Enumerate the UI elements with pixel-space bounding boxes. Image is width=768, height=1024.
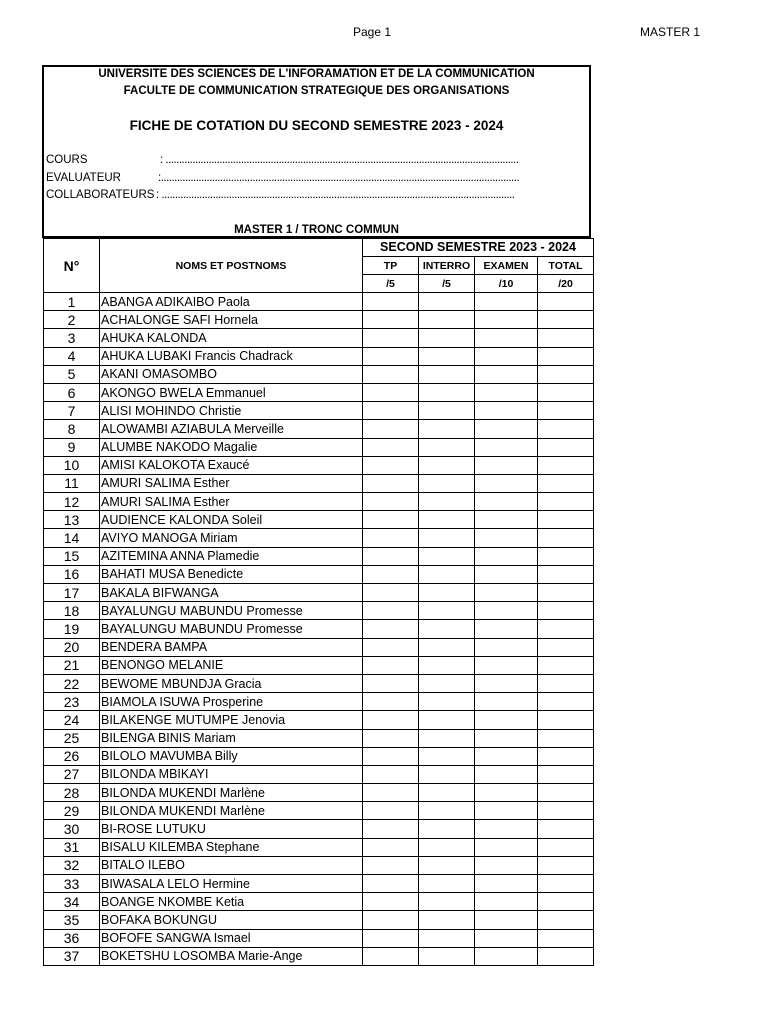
- score-cell-tp[interactable]: [363, 383, 419, 401]
- score-cell-examen[interactable]: [475, 584, 538, 602]
- score-cell-interro[interactable]: [419, 893, 475, 911]
- score-cell-total[interactable]: [538, 838, 594, 856]
- score-cell-total[interactable]: [538, 729, 594, 747]
- score-cell-interro[interactable]: [419, 420, 475, 438]
- student-name: BAHATI MUSA Benedicte: [100, 565, 363, 583]
- score-cell-interro[interactable]: [419, 820, 475, 838]
- score-cell-examen[interactable]: [475, 529, 538, 547]
- field-cours: [46, 154, 519, 166]
- table-row: [44, 802, 594, 820]
- table-row: [44, 784, 594, 802]
- score-cell-tp[interactable]: [363, 820, 419, 838]
- student-name: BEWOME MBUNDJA Gracia: [100, 674, 363, 692]
- student-number: 26: [44, 747, 100, 765]
- score-cell-total[interactable]: [538, 493, 594, 511]
- score-cell-tp[interactable]: [363, 402, 419, 420]
- table-header-row: [44, 239, 594, 257]
- score-cell-examen[interactable]: [475, 456, 538, 474]
- score-cell-interro[interactable]: [419, 456, 475, 474]
- score-cell-total[interactable]: [538, 911, 594, 929]
- score-cell-total[interactable]: [538, 929, 594, 947]
- field-label: COURS: [46, 154, 88, 166]
- semester-header: SECOND SEMESTRE 2023 - 2024: [363, 239, 594, 257]
- student-name: AMISI KALOKOTA Exaucé: [100, 456, 363, 474]
- student-number: 30: [44, 820, 100, 838]
- score-cell-tp[interactable]: [363, 329, 419, 347]
- score-cell-total[interactable]: [538, 420, 594, 438]
- score-cell-total[interactable]: [538, 293, 594, 311]
- score-cell-examen[interactable]: [475, 875, 538, 893]
- score-cell-total[interactable]: [538, 329, 594, 347]
- score-cell-total[interactable]: [538, 438, 594, 456]
- score-cell-tp[interactable]: [363, 838, 419, 856]
- student-name: BILENGA BINIS Mariam: [100, 729, 363, 747]
- score-cell-interro[interactable]: [419, 511, 475, 529]
- score-cell-tp[interactable]: [363, 347, 419, 365]
- score-cell-tp[interactable]: [363, 420, 419, 438]
- score-cell-total[interactable]: [538, 784, 594, 802]
- field-label: EVALUATEUR: [46, 172, 121, 184]
- score-cell-interro[interactable]: [419, 856, 475, 874]
- score-cell-interro[interactable]: [419, 311, 475, 329]
- student-number: 12: [44, 493, 100, 511]
- score-cell-interro[interactable]: [419, 347, 475, 365]
- score-cell-examen[interactable]: [475, 765, 538, 783]
- score-cell-examen[interactable]: [475, 674, 538, 692]
- table-row: [44, 438, 594, 456]
- table-row: [44, 711, 594, 729]
- score-cell-tp[interactable]: [363, 474, 419, 492]
- score-cell-examen[interactable]: [475, 711, 538, 729]
- score-cell-tp[interactable]: [363, 365, 419, 383]
- field-dotted-line: : ...................................................................................................................................: [160, 154, 519, 166]
- student-name: BI-ROSE LUTUKU: [100, 820, 363, 838]
- table-row: [44, 365, 594, 383]
- column-header-total: TOTAL: [538, 257, 594, 275]
- student-name: AUDIENCE KALONDA Soleil: [100, 511, 363, 529]
- score-cell-total[interactable]: [538, 875, 594, 893]
- score-cell-examen[interactable]: [475, 493, 538, 511]
- score-cell-total[interactable]: [538, 347, 594, 365]
- score-cell-tp[interactable]: [363, 565, 419, 583]
- score-cell-interro[interactable]: [419, 711, 475, 729]
- score-cell-interro[interactable]: [419, 383, 475, 401]
- student-number: 16: [44, 565, 100, 583]
- score-cell-interro[interactable]: [419, 474, 475, 492]
- score-cell-examen[interactable]: [475, 602, 538, 620]
- table-row: [44, 565, 594, 583]
- student-name: ABANGA ADIKAIBO Paola: [100, 293, 363, 311]
- score-cell-interro[interactable]: [419, 729, 475, 747]
- score-cell-examen[interactable]: [475, 293, 538, 311]
- score-cell-tp[interactable]: [363, 875, 419, 893]
- student-name: BOFOFE SANGWA Ismael: [100, 929, 363, 947]
- score-cell-examen[interactable]: [475, 656, 538, 674]
- grades-table: [43, 238, 594, 966]
- score-cell-total[interactable]: [538, 820, 594, 838]
- student-name: BITALO ILEBO: [100, 856, 363, 874]
- student-number: 18: [44, 602, 100, 620]
- student-name: ALOWAMBI AZIABULA Merveille: [100, 420, 363, 438]
- score-cell-total[interactable]: [538, 747, 594, 765]
- score-cell-total[interactable]: [538, 365, 594, 383]
- student-number: 25: [44, 729, 100, 747]
- student-number: 10: [44, 456, 100, 474]
- score-cell-tp[interactable]: [363, 602, 419, 620]
- score-cell-total[interactable]: [538, 402, 594, 420]
- student-number: 1: [44, 293, 100, 311]
- field-evaluateur: [46, 172, 520, 184]
- student-name: BILOLO MAVUMBA Billy: [100, 747, 363, 765]
- score-cell-tp[interactable]: [363, 674, 419, 692]
- score-cell-interro[interactable]: [419, 547, 475, 565]
- score-cell-interro[interactable]: [419, 293, 475, 311]
- score-cell-interro[interactable]: [419, 784, 475, 802]
- university-name: UNIVERSITE DES SCIENCES DE L'INFORAMATION ET DE LA COMMUNICATION: [98, 68, 535, 80]
- student-number: 11: [44, 474, 100, 492]
- student-name: BILAKENGE MUTUMPE Jenovia: [100, 711, 363, 729]
- class-level: MASTER 1 / TRONC COMMUN: [234, 224, 399, 236]
- table-row: [44, 947, 594, 965]
- student-name: BENONGO MELANIE: [100, 656, 363, 674]
- table-row: [44, 838, 594, 856]
- student-name: AMURI SALIMA Esther: [100, 493, 363, 511]
- score-cell-total[interactable]: [538, 856, 594, 874]
- score-cell-total[interactable]: [538, 711, 594, 729]
- score-cell-examen[interactable]: [475, 784, 538, 802]
- score-cell-interro[interactable]: [419, 565, 475, 583]
- table-row: [44, 511, 594, 529]
- max-score-total: /20: [538, 275, 594, 293]
- student-name: BAKALA BIFWANGA: [100, 584, 363, 602]
- score-cell-tp[interactable]: [363, 529, 419, 547]
- score-cell-total[interactable]: [538, 584, 594, 602]
- student-number: 29: [44, 802, 100, 820]
- table-row: [44, 911, 594, 929]
- table-row: [44, 638, 594, 656]
- student-number: 9: [44, 438, 100, 456]
- column-header-tp: TP: [363, 257, 419, 275]
- table-row: [44, 693, 594, 711]
- score-cell-tp[interactable]: [363, 856, 419, 874]
- student-name: ALISI MOHINDO Christie: [100, 402, 363, 420]
- score-cell-tp[interactable]: [363, 656, 419, 674]
- page-number: Page 1: [353, 25, 392, 39]
- student-number: 31: [44, 838, 100, 856]
- max-score-examen: /10: [475, 275, 538, 293]
- score-cell-tp[interactable]: [363, 584, 419, 602]
- score-cell-total[interactable]: [538, 311, 594, 329]
- table-row: [44, 347, 594, 365]
- score-cell-tp[interactable]: [363, 438, 419, 456]
- student-number: 23: [44, 693, 100, 711]
- table-row: [44, 656, 594, 674]
- student-number: 27: [44, 765, 100, 783]
- student-name: BAYALUNGU MABUNDU Promesse: [100, 602, 363, 620]
- student-name: ALUMBE NAKODO Magalie: [100, 438, 363, 456]
- table-row: [44, 474, 594, 492]
- student-number: 6: [44, 383, 100, 401]
- student-number: 28: [44, 784, 100, 802]
- score-cell-total[interactable]: [538, 947, 594, 965]
- student-name: BIWASALA LELO Hermine: [100, 875, 363, 893]
- score-cell-examen[interactable]: [475, 511, 538, 529]
- column-header-examen: EXAMEN: [475, 257, 538, 275]
- student-name: BOFAKA BOKUNGU: [100, 911, 363, 929]
- max-score-tp: /5: [363, 275, 419, 293]
- score-cell-interro[interactable]: [419, 493, 475, 511]
- score-cell-examen[interactable]: [475, 802, 538, 820]
- student-number: 13: [44, 511, 100, 529]
- score-cell-tp[interactable]: [363, 802, 419, 820]
- table-row: [44, 547, 594, 565]
- score-cell-total[interactable]: [538, 802, 594, 820]
- table-row: [44, 856, 594, 874]
- student-number: 22: [44, 674, 100, 692]
- score-cell-interro[interactable]: [419, 602, 475, 620]
- names-column-header: NOMS ET POSTNOMS: [100, 239, 363, 293]
- document-title: FICHE DE COTATION DU SECOND SEMESTRE 2023 - 2024: [129, 118, 504, 133]
- score-cell-examen[interactable]: [475, 347, 538, 365]
- student-name: BILONDA MBIKAYI: [100, 765, 363, 783]
- score-cell-examen[interactable]: [475, 838, 538, 856]
- student-name: BENDERA BAMPA: [100, 638, 363, 656]
- table-row: [44, 311, 594, 329]
- score-cell-tp[interactable]: [363, 620, 419, 638]
- score-cell-examen[interactable]: [475, 547, 538, 565]
- student-name: BOANGE NKOMBE Ketia: [100, 893, 363, 911]
- student-number: 35: [44, 911, 100, 929]
- score-cell-examen[interactable]: [475, 947, 538, 965]
- student-number: 33: [44, 875, 100, 893]
- score-cell-total[interactable]: [538, 693, 594, 711]
- score-cell-interro[interactable]: [419, 875, 475, 893]
- score-cell-examen[interactable]: [475, 311, 538, 329]
- student-name: BAYALUNGU MABUNDU Promesse: [100, 620, 363, 638]
- score-cell-examen[interactable]: [475, 929, 538, 947]
- student-number: 20: [44, 638, 100, 656]
- score-cell-examen[interactable]: [475, 565, 538, 583]
- student-number: 3: [44, 329, 100, 347]
- score-cell-tp[interactable]: [363, 911, 419, 929]
- score-cell-total[interactable]: [538, 620, 594, 638]
- student-name: BILONDA MUKENDI Marlène: [100, 784, 363, 802]
- student-number: 36: [44, 929, 100, 947]
- table-row: [44, 875, 594, 893]
- score-cell-tp[interactable]: [363, 493, 419, 511]
- score-cell-total[interactable]: [538, 656, 594, 674]
- table-row: [44, 493, 594, 511]
- table-row: [44, 929, 594, 947]
- student-name: AKANI OMASOMBO: [100, 365, 363, 383]
- student-number: 32: [44, 856, 100, 874]
- score-cell-tp[interactable]: [363, 947, 419, 965]
- score-cell-total[interactable]: [538, 383, 594, 401]
- score-cell-tp[interactable]: [363, 784, 419, 802]
- score-cell-tp[interactable]: [363, 311, 419, 329]
- student-number: 15: [44, 547, 100, 565]
- score-cell-tp[interactable]: [363, 711, 419, 729]
- score-cell-total[interactable]: [538, 674, 594, 692]
- field-collaborateurs: [46, 189, 515, 201]
- score-cell-tp[interactable]: [363, 547, 419, 565]
- score-cell-interro[interactable]: [419, 929, 475, 947]
- score-cell-total[interactable]: [538, 765, 594, 783]
- student-number: 17: [44, 584, 100, 602]
- score-cell-tp[interactable]: [363, 456, 419, 474]
- student-number: 4: [44, 347, 100, 365]
- score-cell-interro[interactable]: [419, 747, 475, 765]
- score-cell-total[interactable]: [538, 565, 594, 583]
- score-cell-examen[interactable]: [475, 820, 538, 838]
- score-cell-total[interactable]: [538, 638, 594, 656]
- score-cell-interro[interactable]: [419, 584, 475, 602]
- table-row: [44, 729, 594, 747]
- score-cell-examen[interactable]: [475, 638, 538, 656]
- score-cell-interro[interactable]: [419, 802, 475, 820]
- score-cell-total[interactable]: [538, 529, 594, 547]
- score-cell-interro[interactable]: [419, 438, 475, 456]
- score-cell-interro[interactable]: [419, 529, 475, 547]
- student-number: 2: [44, 311, 100, 329]
- student-name: AMURI SALIMA Esther: [100, 474, 363, 492]
- score-cell-examen[interactable]: [475, 329, 538, 347]
- number-column-header: N°: [44, 239, 100, 293]
- score-cell-interro[interactable]: [419, 365, 475, 383]
- student-name: BISALU KILEMBA Stephane: [100, 838, 363, 856]
- table-row: [44, 765, 594, 783]
- table-row: [44, 420, 594, 438]
- score-cell-total[interactable]: [538, 511, 594, 529]
- table-row: [44, 674, 594, 692]
- student-name: AHUKA KALONDA: [100, 329, 363, 347]
- score-cell-examen[interactable]: [475, 911, 538, 929]
- score-cell-tp[interactable]: [363, 729, 419, 747]
- score-cell-tp[interactable]: [363, 693, 419, 711]
- table-row: [44, 402, 594, 420]
- score-cell-total[interactable]: [538, 547, 594, 565]
- score-cell-examen[interactable]: [475, 856, 538, 874]
- student-name: BILONDA MUKENDI Marlène: [100, 802, 363, 820]
- table-row: [44, 893, 594, 911]
- student-number: 5: [44, 365, 100, 383]
- score-cell-examen[interactable]: [475, 620, 538, 638]
- score-cell-examen[interactable]: [475, 729, 538, 747]
- score-cell-tp[interactable]: [363, 293, 419, 311]
- student-number: 34: [44, 893, 100, 911]
- score-cell-examen[interactable]: [475, 420, 538, 438]
- score-cell-total[interactable]: [538, 474, 594, 492]
- faculty-name: FACULTE DE COMMUNICATION STRATEGIQUE DES ORGANISATIONS: [123, 85, 510, 97]
- score-cell-tp[interactable]: [363, 747, 419, 765]
- table-row: [44, 602, 594, 620]
- score-cell-interro[interactable]: [419, 638, 475, 656]
- student-name: BIAMOLA ISUWA Prosperine: [100, 693, 363, 711]
- score-cell-interro[interactable]: [419, 329, 475, 347]
- score-cell-examen[interactable]: [475, 438, 538, 456]
- score-cell-total[interactable]: [538, 893, 594, 911]
- score-cell-examen[interactable]: [475, 893, 538, 911]
- score-cell-total[interactable]: [538, 602, 594, 620]
- score-cell-tp[interactable]: [363, 765, 419, 783]
- score-cell-examen[interactable]: [475, 747, 538, 765]
- score-cell-examen[interactable]: [475, 402, 538, 420]
- score-cell-examen[interactable]: [475, 693, 538, 711]
- score-cell-interro[interactable]: [419, 765, 475, 783]
- student-name: ACHALONGE SAFI Hornela: [100, 311, 363, 329]
- score-cell-examen[interactable]: [475, 383, 538, 401]
- column-header-interro: INTERRO: [419, 257, 475, 275]
- student-name: AHUKA LUBAKI Francis Chadrack: [100, 347, 363, 365]
- score-cell-interro[interactable]: [419, 947, 475, 965]
- score-cell-tp[interactable]: [363, 638, 419, 656]
- student-number: 19: [44, 620, 100, 638]
- score-cell-interro[interactable]: [419, 838, 475, 856]
- table-row: [44, 293, 594, 311]
- student-number: 24: [44, 711, 100, 729]
- document-header: [42, 65, 591, 238]
- student-number: 14: [44, 529, 100, 547]
- student-number: 37: [44, 947, 100, 965]
- table-row: [44, 383, 594, 401]
- score-cell-examen[interactable]: [475, 474, 538, 492]
- student-name: AKONGO BWELA Emmanuel: [100, 383, 363, 401]
- score-cell-interro[interactable]: [419, 402, 475, 420]
- student-number: 7: [44, 402, 100, 420]
- score-cell-examen[interactable]: [475, 365, 538, 383]
- student-name: BOKETSHU LOSOMBA Marie-Ange: [100, 947, 363, 965]
- max-score-interro: /5: [419, 275, 475, 293]
- page-header-master: MASTER 1: [640, 25, 701, 39]
- table-row: [44, 620, 594, 638]
- table-row: [44, 529, 594, 547]
- field-dotted-line: :.....................................................................................................................................: [158, 172, 520, 184]
- score-cell-interro[interactable]: [419, 656, 475, 674]
- table-row: [44, 747, 594, 765]
- score-cell-interro[interactable]: [419, 911, 475, 929]
- table-row: [44, 820, 594, 838]
- student-name: AZITEMINA ANNA Plamedie: [100, 547, 363, 565]
- score-cell-interro[interactable]: [419, 620, 475, 638]
- table-row: [44, 456, 594, 474]
- score-cell-tp[interactable]: [363, 511, 419, 529]
- student-number: 8: [44, 420, 100, 438]
- student-number: 21: [44, 656, 100, 674]
- field-dotted-line: : ...................................................................................................................................: [156, 189, 515, 201]
- score-cell-interro[interactable]: [419, 674, 475, 692]
- student-name: AVIYO MANOGA Miriam: [100, 529, 363, 547]
- score-cell-tp[interactable]: [363, 893, 419, 911]
- table-row: [44, 584, 594, 602]
- table-row: [44, 329, 594, 347]
- score-cell-total[interactable]: [538, 456, 594, 474]
- score-cell-interro[interactable]: [419, 693, 475, 711]
- field-label: COLLABORATEURS: [46, 189, 155, 201]
- score-cell-tp[interactable]: [363, 929, 419, 947]
